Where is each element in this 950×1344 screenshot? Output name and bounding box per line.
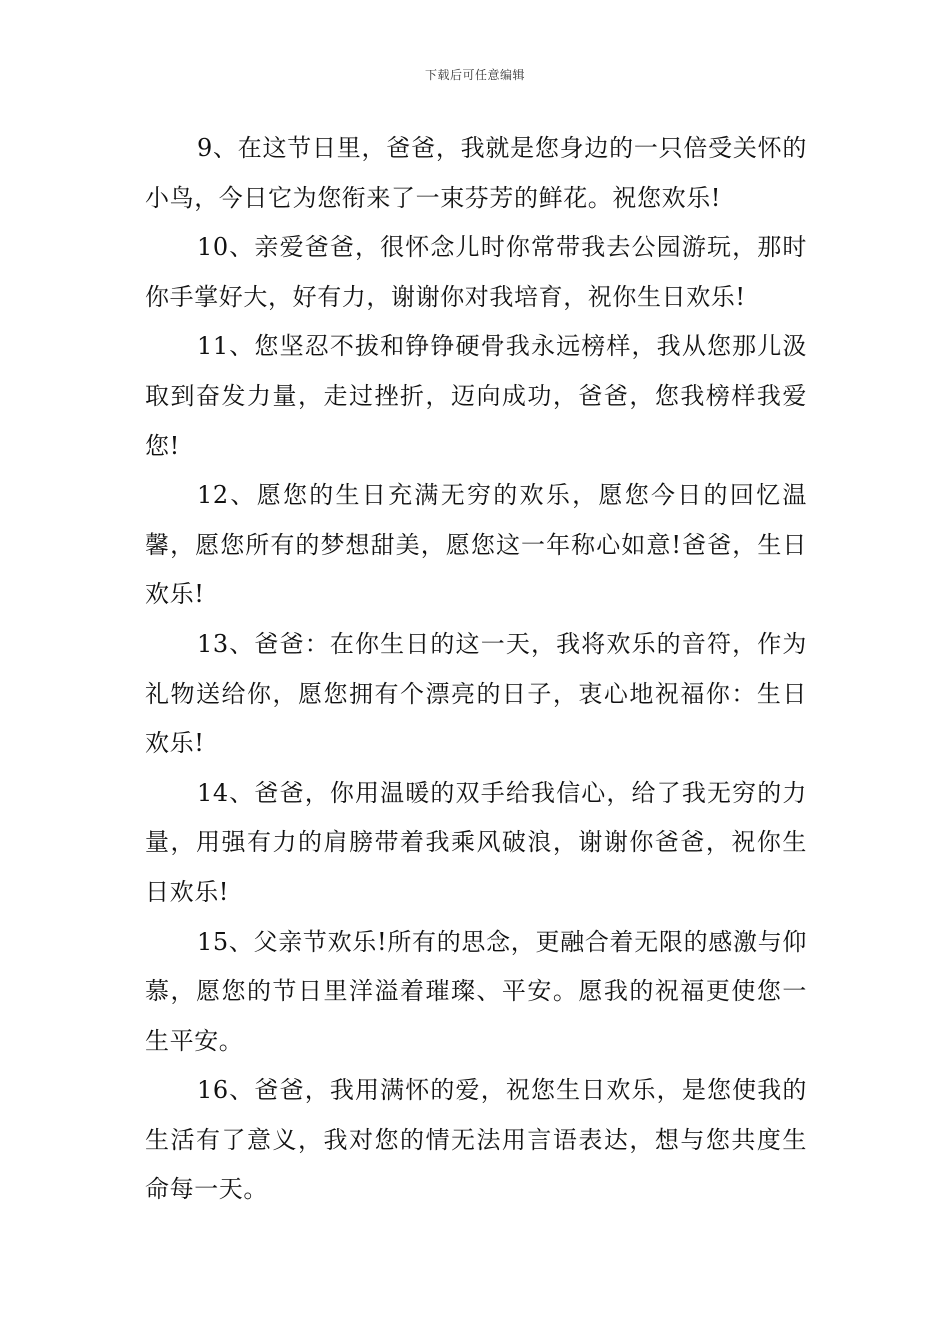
paragraph-9: 9、在这节日里，爸爸，我就是您身边的一只倍受关怀的小鸟，今日它为您衔来了一束芬芳的鲜花。祝您欢乐! — [145, 134, 807, 212]
paragraph-15: 15、父亲节欢乐!所有的思念，更融合着无限的感激与仰慕，愿您的节日里洋溢着璀璨、平安。愿我的祝福更使您一生平安。 — [145, 927, 807, 1055]
paragraph-10: 10、亲爱爸爸，很怀念儿时你常带我去公园游玩，那时你手掌好大，好有力，谢谢你对我培育，祝你生日欢乐! — [145, 233, 807, 311]
paragraph-16: 16、爸爸，我用满怀的爱，祝您生日欢乐，是您使我的生活有了意义，我对您的情无法用言语表达，想与您共度生命每一天。 — [145, 1076, 807, 1204]
paragraph-11: 11、您坚忍不拔和铮铮硬骨我永远榜样，我从您那儿汲取到奋发力量，走过挫折，迈向成功，爸爸，您我榜样我爱您! — [145, 332, 807, 460]
paragraph-14: 14、爸爸，你用温暖的双手给我信心，给了我无穷的力量，用强有力的肩膀带着我乘风破浪，谢谢你爸爸，祝你生日欢乐! — [145, 778, 807, 906]
document-body — [145, 124, 807, 1215]
paragraph-12: 12、愿您的生日充满无穷的欢乐，愿您今日的回忆温馨，愿您所有的梦想甜美，愿您这一年称心如意!爸爸，生日欢乐! — [145, 481, 807, 609]
paragraph-13: 13、爸爸：在你生日的这一天，我将欢乐的音符，作为礼物送给你，愿您拥有个漂亮的日子，衷心地祝福你：生日欢乐! — [145, 629, 807, 758]
page-header-note: 下载后可任意编辑 — [424, 68, 525, 82]
